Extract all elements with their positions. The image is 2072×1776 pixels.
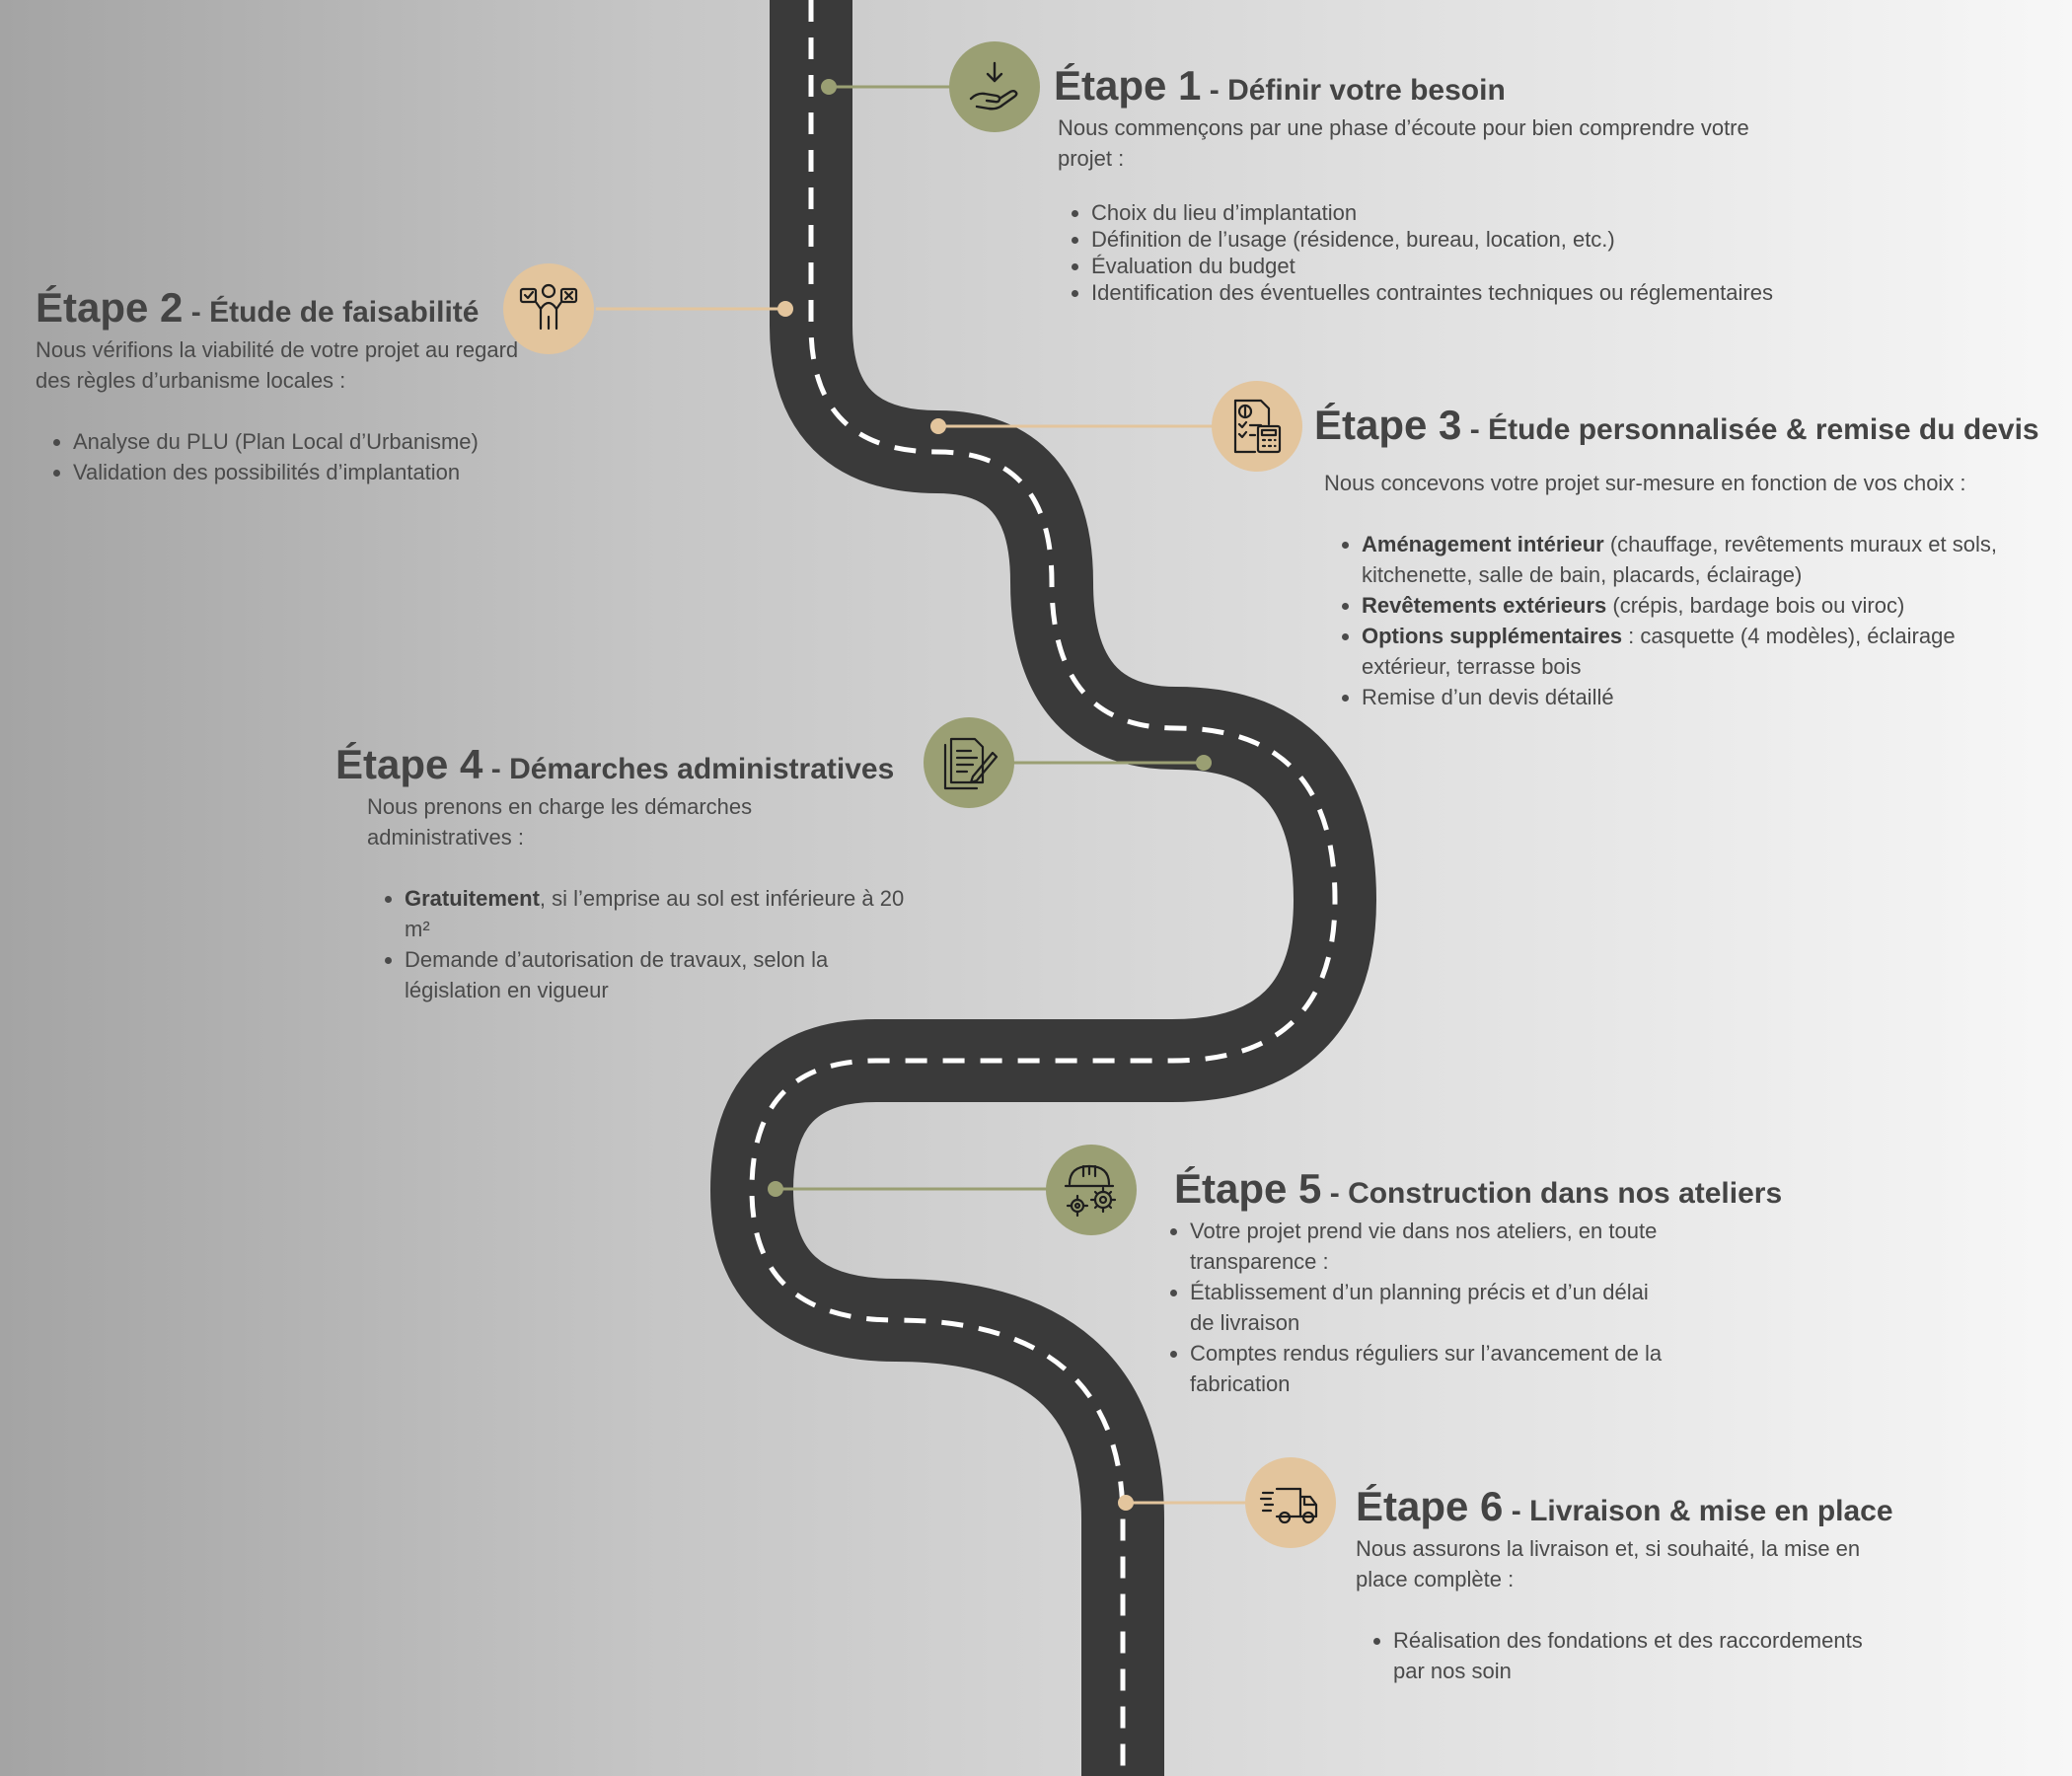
step-3-subtitle: - Étude personnalisée & remise du devis (1461, 413, 2039, 446)
step-6-title (1356, 1484, 1987, 1529)
step-4-subtitle: - Démarches administratives (482, 753, 895, 785)
step-1-list (1054, 199, 1774, 306)
step-5-number: Étape 5 (1174, 1165, 1322, 1212)
step-4-number: Étape 4 (335, 741, 483, 787)
step-1-title (1054, 63, 1774, 109)
connector-step-2 (596, 301, 793, 317)
list-item: • Réalisation des fondations et des raccordements par nos soin (1393, 1625, 1867, 1686)
step-1-number: Étape 1 (1054, 62, 1202, 109)
list-item: • Gratuitement, si l’emprise au sol est inférieure à 20 m² (405, 883, 927, 944)
step-5-subtitle: - Construction dans nos ateliers (1321, 1177, 1783, 1210)
list-item: • Votre projet prend vie dans nos ateliers, en toute transparence : (1190, 1216, 1664, 1277)
step-2-list (36, 426, 519, 487)
step-3-number: Étape 3 (1314, 402, 1462, 448)
list-item: • Aménagement intérieur (chauffage, revêtements muraux et sols, kitchenette, salle de bain, placards, éclairage) (1362, 529, 2042, 590)
step-3-list (1324, 529, 2042, 712)
list-item: • Identification des éventuelles contraintes techniques ou réglementaires (1091, 279, 1774, 306)
step-4 (335, 742, 927, 1005)
step-5 (1174, 1166, 1845, 1399)
hand-download-icon (963, 55, 1026, 118)
step-2-number: Étape 2 (36, 284, 184, 331)
step-6-number: Étape 6 (1356, 1483, 1504, 1529)
step-3-intro: Nous concevons votre projet sur-mesure en fonction de vos choix : (1324, 471, 1966, 496)
step-3 (1314, 403, 2044, 712)
step-1-intro: Nous commençons par une phase d’écoute pour bien comprendre votre projet : (1058, 115, 1749, 172)
step-4-title (335, 742, 927, 787)
step-5-badge (1046, 1145, 1137, 1235)
helmet-gears-icon (1060, 1158, 1123, 1221)
decision-person-icon (517, 277, 580, 340)
step-3-badge (1212, 381, 1302, 472)
step-3-title (1314, 403, 2044, 448)
step-4-list (367, 883, 927, 1005)
list-item: • Évaluation du budget (1091, 253, 1774, 279)
list-item: • Demande d’autorisation de travaux, selon la législation en vigueur (405, 944, 927, 1005)
step-4-intro: Nous prenons en charge les démarches administratives : (367, 794, 753, 851)
step-4-badge (924, 717, 1014, 808)
step-6-subtitle: - Livraison & mise en place (1503, 1495, 1893, 1527)
step-2-subtitle: - Étude de faisabilité (183, 296, 480, 329)
document-pen-icon (937, 731, 1000, 794)
step-1-subtitle: - Définir votre besoin (1201, 74, 1506, 107)
step-1 (1054, 63, 1774, 306)
step-2-intro: Nous vérifions la viabilité de votre projet au regard des règles d’urbanisme locales : (36, 337, 519, 394)
list-item: • Options supplémentaires : casquette (4 modèles), éclairage extérieur, terrasse bois (1362, 621, 2042, 682)
list-item: • Définition de l’usage (résidence, bureau, location, etc.) (1091, 226, 1774, 253)
step-5-title (1174, 1166, 1845, 1212)
step-6-list (1356, 1625, 1867, 1686)
step-6-badge (1245, 1457, 1336, 1548)
list-item: • Validation des possibilités d’implantation (73, 457, 519, 487)
step-6 (1356, 1484, 1987, 1686)
step-2 (36, 285, 519, 487)
list-item: • Analyse du PLU (Plan Local d’Urbanisme) (73, 426, 519, 457)
step-6-intro: Nous assurons la livraison et, si souhaité, la mise en place complète : (1356, 1536, 1861, 1592)
step-5-list (1174, 1216, 1664, 1399)
quote-calculator-icon (1225, 395, 1289, 458)
step-1-badge (949, 41, 1040, 132)
step-2-title (36, 285, 519, 331)
list-item: • Comptes rendus réguliers sur l’avancement de la fabrication (1190, 1338, 1664, 1399)
list-item: • Établissement d’un planning précis et d’un délai de livraison (1190, 1277, 1664, 1338)
list-item: • Choix du lieu d’implantation (1091, 199, 1774, 226)
list-item: • Remise d’un devis détaillé (1362, 682, 2042, 712)
delivery-truck-icon (1259, 1471, 1322, 1534)
connector-step-5 (768, 1181, 1048, 1197)
list-item: • Revêtements extérieurs (crépis, bardage bois ou viroc) (1362, 590, 2042, 621)
